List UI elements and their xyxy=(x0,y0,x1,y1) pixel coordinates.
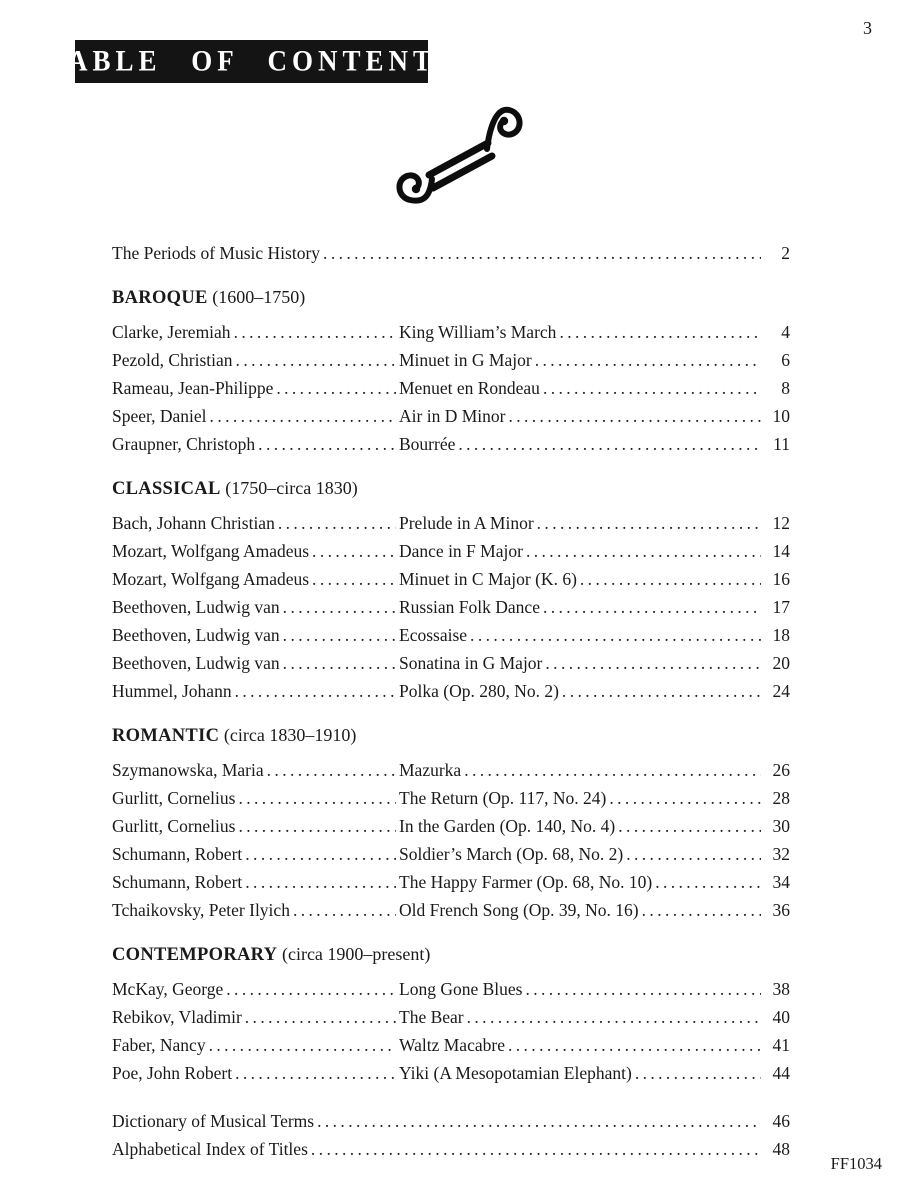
toc-entry xyxy=(112,1031,790,1059)
dot-leader xyxy=(238,812,396,840)
entry-composer-cell xyxy=(112,1031,399,1059)
entry-title-cell xyxy=(399,896,764,924)
dot-leader xyxy=(526,537,761,565)
entry-page: 2 xyxy=(781,243,790,263)
entry-title-cell xyxy=(399,593,764,621)
section-name: BAROQUE xyxy=(112,288,208,308)
entry-composer-cell xyxy=(112,812,399,840)
dot-leader xyxy=(537,509,761,537)
entry-page: 20 xyxy=(772,653,790,673)
toc-entry xyxy=(112,430,790,458)
toc-end-rows xyxy=(112,1107,790,1163)
entry-title: Old French Song (Op. 39, No. 16) xyxy=(399,900,639,920)
dot-leader xyxy=(283,649,396,677)
entry-page: 32 xyxy=(772,844,790,864)
entry-composer-cell xyxy=(112,318,399,346)
dot-leader xyxy=(470,621,761,649)
entry-page: 41 xyxy=(772,1035,790,1055)
entry-composer: Gurlitt, Cornelius xyxy=(112,788,236,808)
entry-composer: Beethoven, Ludwig van xyxy=(112,597,280,617)
entry-composer: McKay, George xyxy=(112,979,224,999)
entry-composer: Clarke, Jeremiah xyxy=(112,322,231,342)
dot-leader xyxy=(278,509,396,537)
entry-title-cell xyxy=(399,402,764,430)
toc-sections xyxy=(112,283,790,1087)
entry-title: Bourrée xyxy=(399,434,456,454)
dot-leader xyxy=(618,812,761,840)
toc-entry xyxy=(112,975,790,1003)
section-dates: (circa 1830–1910) xyxy=(223,725,357,745)
dot-leader xyxy=(525,975,761,1003)
section-header xyxy=(112,721,790,750)
dot-leader xyxy=(312,565,396,593)
entry-page: 14 xyxy=(772,541,790,561)
entry-composer: Bach, Johann Christian xyxy=(112,513,275,533)
entry-title: The Happy Farmer (Op. 68, No. 10) xyxy=(399,872,653,892)
entry-title: Ecossaise xyxy=(399,625,468,645)
toc-list xyxy=(112,239,790,1163)
entry-title-cell xyxy=(399,784,764,812)
entry-composer-cell xyxy=(112,1003,399,1031)
entry-title-cell xyxy=(399,1059,764,1087)
entry-title-cell xyxy=(399,649,764,677)
entry-page: 17 xyxy=(772,597,790,617)
toc-entry xyxy=(112,509,790,537)
toc-entry xyxy=(112,677,790,705)
dot-leader xyxy=(467,1003,761,1031)
dot-leader xyxy=(458,430,761,458)
dot-leader xyxy=(635,1059,761,1087)
entry-title: Air in D Minor xyxy=(399,406,506,426)
entry-page: 12 xyxy=(772,513,790,533)
entry-composer-cell xyxy=(112,975,399,1003)
dot-leader xyxy=(276,374,396,402)
entry-composer-cell xyxy=(112,593,399,621)
dot-leader xyxy=(543,374,761,402)
entry-page: 44 xyxy=(772,1063,790,1083)
entry-composer: Beethoven, Ludwig van xyxy=(112,653,280,673)
entry-title: Minuet in C Major (K. 6) xyxy=(399,569,577,589)
toc-entry xyxy=(112,1003,790,1031)
entry-title-cell xyxy=(399,537,764,565)
entry-composer-cell xyxy=(112,537,399,565)
dot-leader xyxy=(226,975,396,1003)
entry-page: 26 xyxy=(772,760,790,780)
entry-page: 34 xyxy=(772,872,790,892)
toc-entry xyxy=(112,346,790,374)
entry-title-cell xyxy=(399,374,764,402)
entry-page: 11 xyxy=(773,434,790,454)
dot-leader xyxy=(245,840,396,868)
toc-entry xyxy=(112,812,790,840)
entry-composer: Szymanowska, Maria xyxy=(112,760,264,780)
entry-page: 4 xyxy=(781,322,790,342)
entry-page: 48 xyxy=(772,1139,790,1159)
dot-leader xyxy=(235,1059,396,1087)
entry-page: 24 xyxy=(772,681,790,701)
entry-composer-cell xyxy=(112,840,399,868)
section-name: CONTEMPORARY xyxy=(112,945,278,965)
entry-title-cell xyxy=(399,756,764,784)
entry-composer: Pezold, Christian xyxy=(112,350,233,370)
entry-page: 38 xyxy=(772,979,790,999)
entry-title: The Return (Op. 117, No. 24) xyxy=(399,788,607,808)
dot-leader xyxy=(626,840,761,868)
entry-composer-cell xyxy=(112,621,399,649)
entry-title: Russian Folk Dance xyxy=(399,597,540,617)
dot-leader xyxy=(464,756,761,784)
entry-page: 46 xyxy=(772,1111,790,1131)
dot-leader xyxy=(535,346,761,374)
section-name: ROMANTIC xyxy=(112,726,220,746)
entry-page: 30 xyxy=(772,816,790,836)
dot-leader xyxy=(209,1031,396,1059)
dot-leader xyxy=(245,1003,396,1031)
entry-page: 10 xyxy=(772,406,790,426)
entry-title: The Periods of Music History xyxy=(112,243,321,263)
toc-entry xyxy=(112,537,790,565)
dot-leader xyxy=(655,868,761,896)
entry-title: Minuet in G Major xyxy=(399,350,532,370)
dot-leader xyxy=(293,896,396,924)
dot-leader xyxy=(642,896,761,924)
entry-composer-cell xyxy=(112,896,399,924)
entry-composer: Beethoven, Ludwig van xyxy=(112,625,280,645)
dot-leader xyxy=(580,565,761,593)
dot-leader xyxy=(543,593,761,621)
toc-entry-intro xyxy=(112,239,790,267)
entry-composer-cell xyxy=(112,677,399,705)
entry-page: 16 xyxy=(772,569,790,589)
entry-composer: Graupner, Christoph xyxy=(112,434,256,454)
toc-entry xyxy=(112,840,790,868)
section-dates: (circa 1900–present) xyxy=(281,944,431,964)
entry-title-cell xyxy=(399,677,764,705)
entry-page: 18 xyxy=(772,625,790,645)
dot-leader xyxy=(283,621,396,649)
entry-page: 40 xyxy=(772,1007,790,1027)
entry-page: 36 xyxy=(772,900,790,920)
dot-leader xyxy=(317,1107,761,1135)
entry-composer-cell xyxy=(112,565,399,593)
entry-title-cell xyxy=(399,621,764,649)
entry-title: Long Gone Blues xyxy=(399,979,523,999)
entry-composer: Schumann, Robert xyxy=(112,844,243,864)
dot-leader xyxy=(236,346,396,374)
toc-entry xyxy=(112,649,790,677)
toc-entry xyxy=(112,896,790,924)
entry-page: 8 xyxy=(781,378,790,398)
entry-title: Menuet en Rondeau xyxy=(399,378,540,398)
entry-title-cell xyxy=(399,509,764,537)
dot-leader xyxy=(235,677,396,705)
dot-leader xyxy=(559,318,761,346)
section-dates: (1600–1750) xyxy=(212,287,306,307)
entry-title-cell xyxy=(399,1003,764,1031)
entry-composer: Hummel, Johann xyxy=(112,681,232,701)
dot-leader xyxy=(323,239,761,267)
section-name: CLASSICAL xyxy=(112,479,221,499)
dot-leader xyxy=(545,649,761,677)
dot-leader xyxy=(508,402,761,430)
entry-page: 6 xyxy=(781,350,790,370)
entry-composer-cell xyxy=(112,430,399,458)
section-header xyxy=(112,283,790,312)
entry-title: Waltz Macabre xyxy=(399,1035,505,1055)
toc-entry xyxy=(112,593,790,621)
toc-entry xyxy=(112,868,790,896)
title-banner xyxy=(46,40,457,83)
toc-entry xyxy=(112,318,790,346)
page-title: TABLE OF CONTENTS xyxy=(46,44,457,78)
entry-composer-cell xyxy=(112,756,399,784)
dot-leader xyxy=(234,318,396,346)
entry-composer-cell xyxy=(112,346,399,374)
dot-leader xyxy=(283,593,396,621)
entry-title-cell xyxy=(399,565,764,593)
entry-composer: Speer, Daniel xyxy=(112,406,207,426)
entry-title: Mazurka xyxy=(399,760,462,780)
entry-title-cell xyxy=(399,812,764,840)
entry-title: Dictionary of Musical Terms xyxy=(112,1111,315,1131)
catalog-number: FF1034 xyxy=(830,1154,882,1173)
entry-title: Dance in F Major xyxy=(399,541,523,561)
dot-leader xyxy=(508,1031,761,1059)
entry-title: Prelude in A Minor xyxy=(399,513,534,533)
entry-title-cell xyxy=(399,346,764,374)
toc-entry xyxy=(112,756,790,784)
toc-entry xyxy=(112,374,790,402)
entry-composer: Rebikov, Vladimir xyxy=(112,1007,242,1027)
dot-leader xyxy=(238,784,396,812)
dot-leader xyxy=(267,756,396,784)
entry-title: Alphabetical Index of Titles xyxy=(112,1139,308,1159)
entry-composer-cell xyxy=(112,649,399,677)
entry-title-cell xyxy=(399,1031,764,1059)
entry-title: Soldier’s March (Op. 68, No. 2) xyxy=(399,844,624,864)
dot-leader xyxy=(562,677,761,705)
entry-composer: Faber, Nancy xyxy=(112,1035,206,1055)
entry-composer-cell xyxy=(112,374,399,402)
entry-composer-cell xyxy=(112,868,399,896)
toc-entry xyxy=(112,621,790,649)
entry-title-cell xyxy=(399,318,764,346)
entry-composer: Gurlitt, Cornelius xyxy=(112,816,236,836)
section-header xyxy=(112,474,790,503)
entry-composer: Poe, John Robert xyxy=(112,1063,233,1083)
page-number: 3 xyxy=(863,18,872,38)
dot-leader xyxy=(258,430,396,458)
entry-title-cell xyxy=(399,868,764,896)
entry-composer-cell xyxy=(112,784,399,812)
entry-title: The Bear xyxy=(399,1007,464,1027)
entry-title: In the Garden (Op. 140, No. 4) xyxy=(399,816,616,836)
entry-title: Yiki (A Mesopotamian Elephant) xyxy=(399,1063,632,1083)
toc-entry xyxy=(112,565,790,593)
toc-entry-index xyxy=(112,1107,790,1135)
entry-page: 28 xyxy=(772,788,790,808)
dot-leader xyxy=(312,537,396,565)
section-header xyxy=(112,940,790,969)
entry-composer-cell xyxy=(112,1059,399,1087)
beamed-note-flourish-icon xyxy=(383,94,523,216)
entry-title: Polka (Op. 280, No. 2) xyxy=(399,681,559,701)
dot-leader xyxy=(311,1135,761,1163)
entry-composer: Schumann, Robert xyxy=(112,872,243,892)
entry-composer: Mozart, Wolfgang Amadeus xyxy=(112,569,310,589)
entry-title-cell xyxy=(399,975,764,1003)
entry-title: King William’s March xyxy=(399,322,557,342)
section-dates: (1750–circa 1830) xyxy=(225,478,358,498)
dot-leader xyxy=(245,868,396,896)
entry-title: Sonatina in G Major xyxy=(399,653,543,673)
toc-entry xyxy=(112,402,790,430)
entry-composer-cell xyxy=(112,402,399,430)
entry-composer: Rameau, Jean-Philippe xyxy=(112,378,274,398)
toc-entry xyxy=(112,1059,790,1087)
toc-entry-index xyxy=(112,1135,790,1163)
dot-leader xyxy=(210,402,396,430)
entry-composer-cell xyxy=(112,509,399,537)
dot-leader xyxy=(609,784,761,812)
toc-entry xyxy=(112,784,790,812)
entry-composer: Tchaikovsky, Peter Ilyich xyxy=(112,900,290,920)
entry-title-cell xyxy=(399,430,764,458)
entry-title-cell xyxy=(399,840,764,868)
entry-composer: Mozart, Wolfgang Amadeus xyxy=(112,541,310,561)
